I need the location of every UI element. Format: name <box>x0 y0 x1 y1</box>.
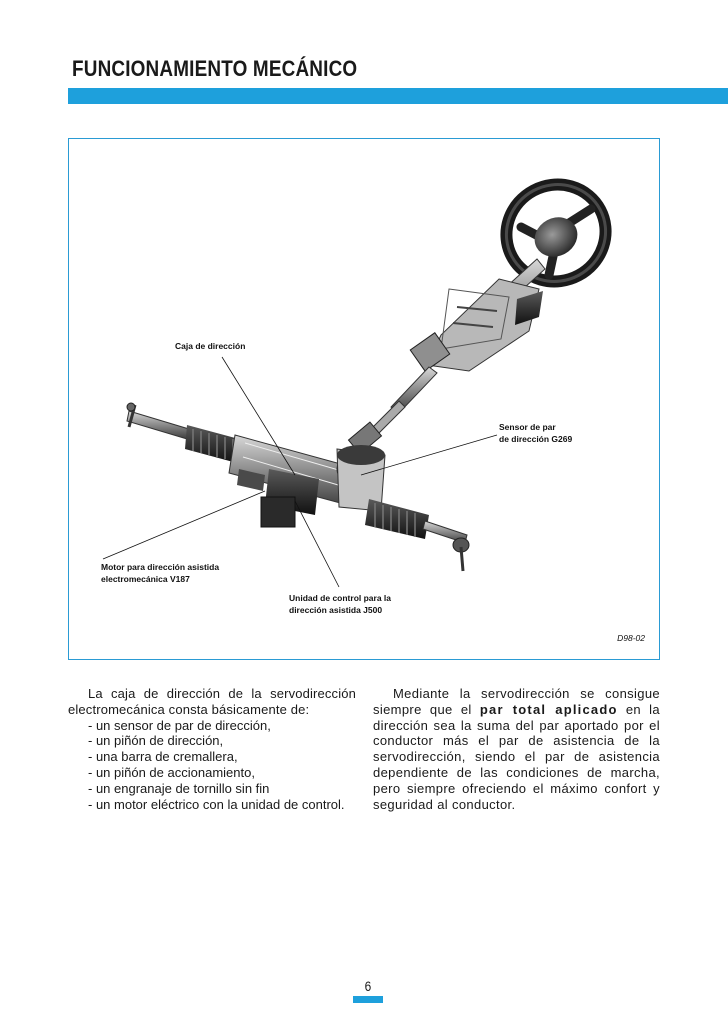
label-caja-direccion: Caja de dirección <box>175 341 246 351</box>
label-motor: Motor para dirección asistida electromecánica V187 <box>101 562 220 584</box>
figure-code: D98-02 <box>617 633 645 643</box>
figure-frame <box>68 138 660 660</box>
page-title: FUNCIONAMIENTO MECÁNICO <box>72 56 358 81</box>
list-item: - un motor eléctrico con la unidad de control. <box>88 796 345 812</box>
right-text-2: en la dirección sea la suma del par aportado por el conductor más el par de asistencia de la servodirección, siendo el par de asistencia dependiente de las condiciones de marcha, pero siempre ofreciendo el máximo confort y seguridad al conductor. <box>373 701 661 812</box>
steering-wheel <box>489 167 622 299</box>
left-column <box>68 686 356 812</box>
right-column <box>373 686 660 812</box>
right-paragraph <box>373 686 660 812</box>
list-item: - una barra de cremallera, <box>88 749 238 765</box>
list-item: - un piñón de accionamiento, <box>88 764 255 780</box>
list-item: - un sensor de par de dirección, <box>88 717 271 733</box>
page-number: 6 <box>364 978 372 994</box>
label-sensor-par: Sensor de par de dirección G269 <box>499 422 573 444</box>
right-text-1: Mediante la servodirección se consigue siempre que el <box>373 686 660 717</box>
page-number-bar <box>353 996 383 1003</box>
steering-rack <box>127 403 469 571</box>
bold-term: par total aplicado <box>479 701 618 717</box>
list-item: - un engranaje de tornillo sin fin <box>88 780 270 796</box>
list-item: - un piñón de dirección, <box>88 733 224 749</box>
label-unidad-control: Unidad de control para la dirección asistida J500 <box>289 593 392 615</box>
intro-paragraph: La caja de dirección de la servodirección electromecánica consta básicamente de: <box>68 686 356 717</box>
title-accent-bar <box>68 88 728 104</box>
component-list <box>68 718 356 813</box>
